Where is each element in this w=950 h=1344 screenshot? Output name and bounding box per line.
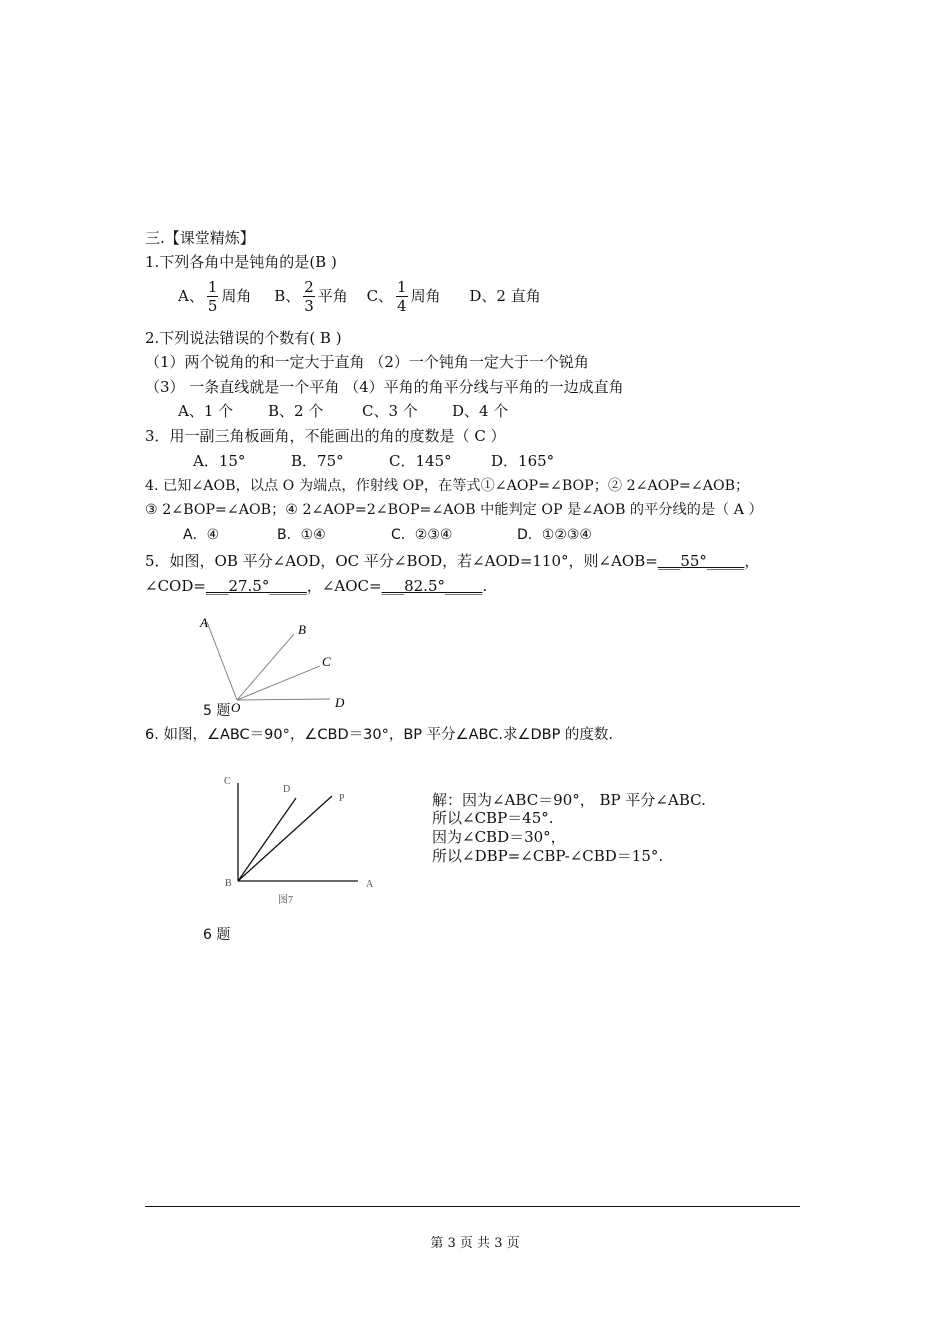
q3-option-d: D．165°: [491, 452, 555, 470]
q1-option-a: [178, 278, 256, 315]
q3-option-a: A．15°: [193, 452, 246, 470]
q5-answer-aoc: ___82.5°_____: [381, 577, 483, 595]
q6-stem: 6. 如图，∠ABC＝90°，∠CBD＝30°，BP 平分∠ABC.求∠DBP 的度数.: [145, 727, 614, 743]
q1-c-suffix: 周角: [410, 286, 441, 305]
q5-answer-aob: ___55°_____: [657, 552, 745, 570]
ray-oc: [237, 666, 320, 700]
q2-option-c: C、3 个: [362, 402, 418, 420]
q3-option-c: C．145°: [389, 452, 452, 470]
label-b: B: [298, 622, 306, 637]
q1-option-b: [274, 278, 352, 315]
label-a: A: [200, 615, 208, 630]
q1-a-prefix: A、: [178, 286, 204, 305]
q2-options: [178, 401, 508, 421]
q2-option-d: D、4 个: [452, 402, 509, 420]
q1-c-prefix: C、: [366, 286, 394, 305]
q6-solution-line-3: 因为∠CBD＝30°，: [432, 828, 566, 846]
label-b: B: [225, 878, 232, 889]
ray-od: [237, 699, 330, 700]
q4-line-1: 4. 已知∠AOB，以点 O 为端点，作射线 OP，在等式①∠AOP=∠BOP；② 2∠AOP=∠AOB；: [145, 478, 750, 494]
label-a: A: [366, 879, 374, 890]
q3-stem: 3．用一副三角板画角，不能画出的角的度数是（ C ）: [145, 427, 506, 445]
ray-bp: [238, 796, 332, 881]
figure-caption: 图7: [278, 895, 293, 906]
q1-options: [178, 278, 541, 315]
q6-solution-line-1: 解：因为∠ABC＝90°， BP 平分∠ABC.: [432, 791, 706, 809]
fraction-one-fifth: [207, 278, 219, 315]
label-p: P: [339, 793, 345, 804]
q5-period: .: [482, 577, 488, 595]
fraction-one-fourth: [396, 278, 408, 315]
q2-option-b: B、2 个: [268, 402, 324, 420]
q2-option-a: A、1 个: [178, 402, 234, 420]
q1-b-suffix: 平角: [317, 286, 348, 305]
fraction-denominator: 5: [207, 297, 218, 315]
q4-option-c: C．②③④: [391, 527, 453, 543]
q5-cod-label: ∠COD=: [145, 577, 206, 595]
q4-line-2: ③ 2∠BOP=∠AOB；④ 2∠AOP=2∠BOP=∠AOB 中能判定 OP 是∠AOB 的平分线的是（ A ）: [145, 502, 763, 518]
label-d: D: [335, 695, 345, 710]
q1-b-prefix: B、: [274, 286, 301, 305]
q4-option-b: B．①④: [277, 527, 326, 543]
ray-oa: [207, 622, 237, 700]
q1-option-c: [366, 278, 446, 315]
label-d: D: [283, 784, 291, 795]
q4-option-d: D．①②③④: [517, 527, 592, 543]
fraction-numerator: 1: [397, 278, 407, 296]
page-footer: 第 3 页 共 3 页: [430, 1236, 520, 1251]
label-o: O: [231, 700, 241, 715]
label-c: C: [322, 654, 331, 669]
q6-solution-line-4: 所以∠DBP=∠CBP-∠CBD＝15°.: [432, 847, 664, 865]
q6-caption: 6 题: [203, 927, 231, 943]
q4-options: [183, 525, 592, 545]
q5-comma: ，: [744, 552, 760, 570]
q5-aoc-label: ，∠AOC=: [306, 577, 382, 595]
q2-line-1: （1）两个锐角的和一定大于直角 （2）一个钝角一定大于一个锐角: [145, 353, 589, 371]
label-c: C: [224, 776, 231, 787]
ray-bd: [238, 798, 296, 881]
footer-divider: [145, 1206, 800, 1207]
ray-ob: [237, 634, 294, 700]
q1-stem: 1.下列各角中是钝角的是(B ): [145, 253, 337, 271]
q1-a-suffix: 周角: [221, 286, 252, 305]
q1-option-d: D、2 直角: [469, 286, 541, 305]
fraction-numerator: 1: [207, 278, 218, 296]
q3-option-b: B．75°: [291, 452, 344, 470]
q6-figure: [220, 770, 390, 910]
fraction-denominator: 3: [304, 297, 314, 315]
q4-option-a: A．④: [183, 527, 220, 543]
q5-stem: 5．如图，OB 平分∠AOD，OC 平分∠BOD，若∠AOD=110°，则∠AOB=: [145, 552, 658, 570]
q2-line-2: （3） 一条直线就是一个平角 （4）平角的角平分线与平角的一边成直角: [145, 378, 624, 396]
q3-options: [193, 451, 554, 471]
q5-caption: 5 题: [203, 703, 231, 719]
q5-line-2: [145, 576, 487, 596]
q6-solution-line-2: 所以∠CBP＝45°.: [432, 809, 554, 827]
fraction-two-thirds: [303, 278, 315, 315]
section-title: 三.【课堂精炼】: [145, 229, 255, 247]
q5-answer-cod: ___27.5°_____: [205, 577, 307, 595]
q2-stem: 2.下列说法错误的个数有( B ): [145, 329, 342, 347]
fraction-denominator: 4: [397, 297, 407, 315]
q5-line-1: [145, 551, 759, 571]
fraction-numerator: 2: [304, 278, 314, 296]
